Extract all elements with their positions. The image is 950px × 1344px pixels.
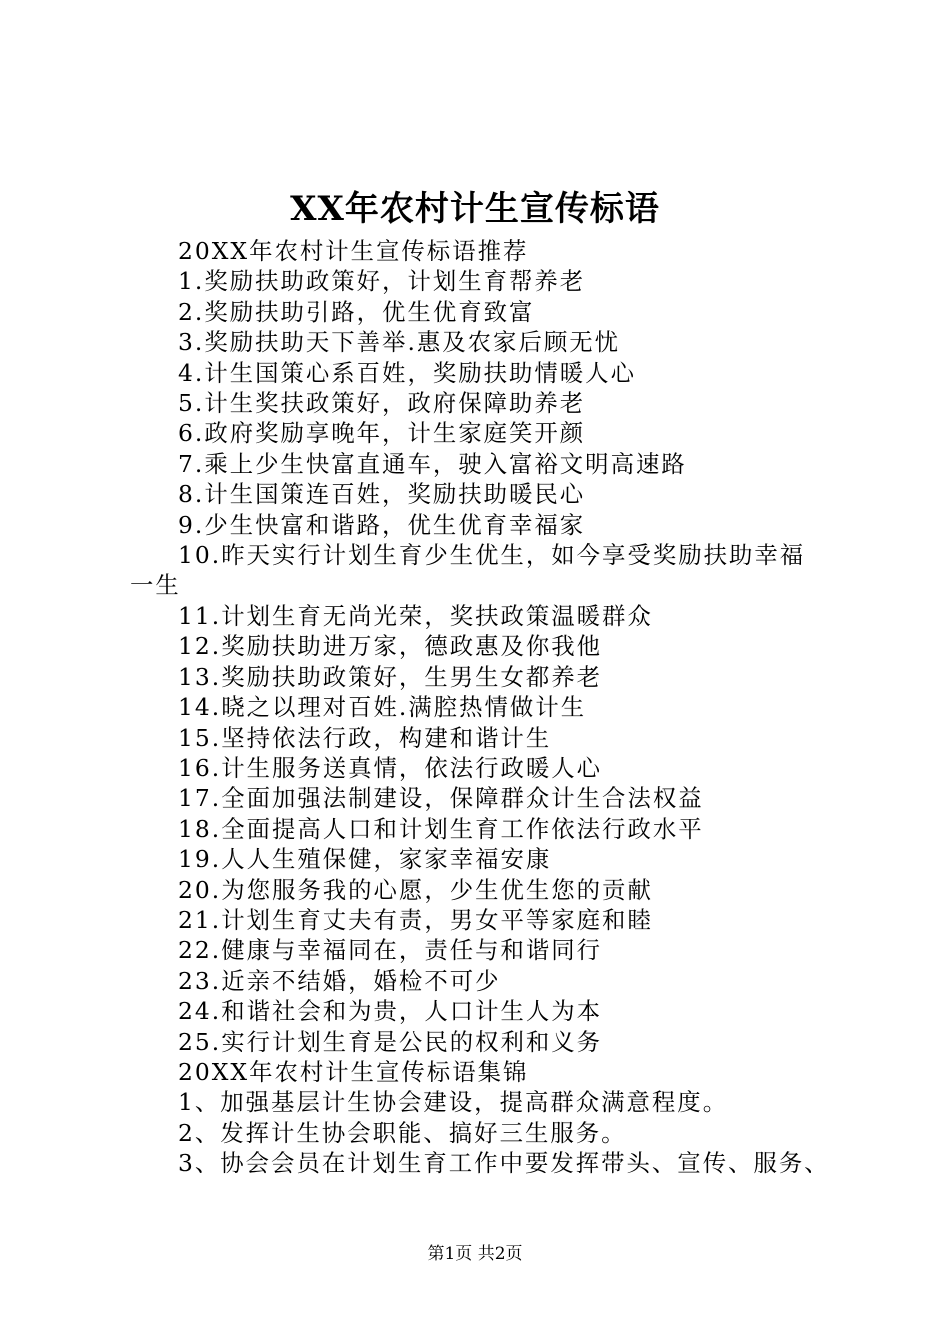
document-paragraph: 9.少生快富和谐路，优生优育幸福家 (178, 510, 586, 539)
document-paragraph: 7.乘上少生快富直通车，驶入富裕文明高速路 (178, 449, 687, 478)
document-paragraph: 1、加强基层计生协会建设，提高群众满意程度。 (178, 1088, 729, 1117)
document-paragraph: 3、协会会员在计划生育工作中要发挥带头、宣传、服务、 (178, 1149, 830, 1178)
document-paragraph: 25.实行计划生育是公民的权利和义务 (178, 1027, 603, 1056)
document-paragraph: 24.和谐社会和为贵，人口计生人为本 (178, 997, 603, 1026)
document-paragraph: 14.晓之以理对百姓.满腔热情做计生 (178, 693, 587, 722)
document-paragraph: 10.昨天实行计划生育少生优生，如今享受奖励扶助幸福一生 (130, 541, 806, 600)
document-paragraph: 15.坚持依法行政，构建和谐计生 (178, 723, 552, 752)
document-paragraph: 20XX年农村计生宣传标语推荐 (178, 237, 529, 265)
document-paragraph: 13.奖励扶助政策好，生男生女都养老 (178, 662, 603, 691)
document-paragraph: 6.政府奖励享晚年，计生家庭笑开颜 (178, 419, 586, 448)
document-paragraph: 5.计生奖扶政策好，政府保障助养老 (178, 389, 586, 418)
document-body (130, 236, 830, 1179)
document-paragraph: 11.计划生育无尚光荣，奖扶政策温暖群众 (178, 601, 653, 630)
document-paragraph: 20.为您服务我的心愿，少生优生您的贡献 (178, 875, 653, 904)
document-paragraph: 4.计生国策心系百姓，奖励扶助情暖人心 (178, 358, 636, 387)
document-paragraph: 3.奖励扶助天下善举.惠及农家后顾无忧 (178, 328, 621, 357)
document-paragraph: 23.近亲不结婚，婚检不可少 (178, 966, 501, 995)
document-paragraph: 17.全面加强法制建设，保障群众计生合法权益 (178, 784, 704, 813)
document-paragraph: 18.全面提高人口和计划生育工作依法行政水平 (178, 814, 704, 843)
document-paragraph: 20XX年农村计生宣传标语集锦 (178, 1057, 529, 1086)
document-paragraph: 1.奖励扶助政策好，计划生育帮养老 (178, 267, 586, 296)
document-title: XX年农村计生宣传标语 (290, 189, 660, 229)
page-footer: 第1页 共2页 (427, 1244, 523, 1264)
document-paragraph: 19.人人生殖保健，家家幸福安康 (178, 845, 552, 874)
document-paragraph: 22.健康与幸福同在，责任与和谐同行 (178, 936, 603, 965)
document-paragraph: 2、发挥计生协会职能、搞好三生服务。 (178, 1118, 627, 1147)
document-paragraph: 16.计生服务送真情，依法行政暖人心 (178, 753, 603, 782)
document-paragraph: 8.计生国策连百姓，奖励扶助暖民心 (178, 480, 586, 509)
document-paragraph: 21.计划生育丈夫有责，男女平等家庭和睦 (178, 905, 653, 934)
document-paragraph: 12.奖励扶助进万家，德政惠及你我他 (178, 632, 603, 661)
document-paragraph: 2.奖励扶助引路，优生优育致富 (178, 297, 535, 326)
